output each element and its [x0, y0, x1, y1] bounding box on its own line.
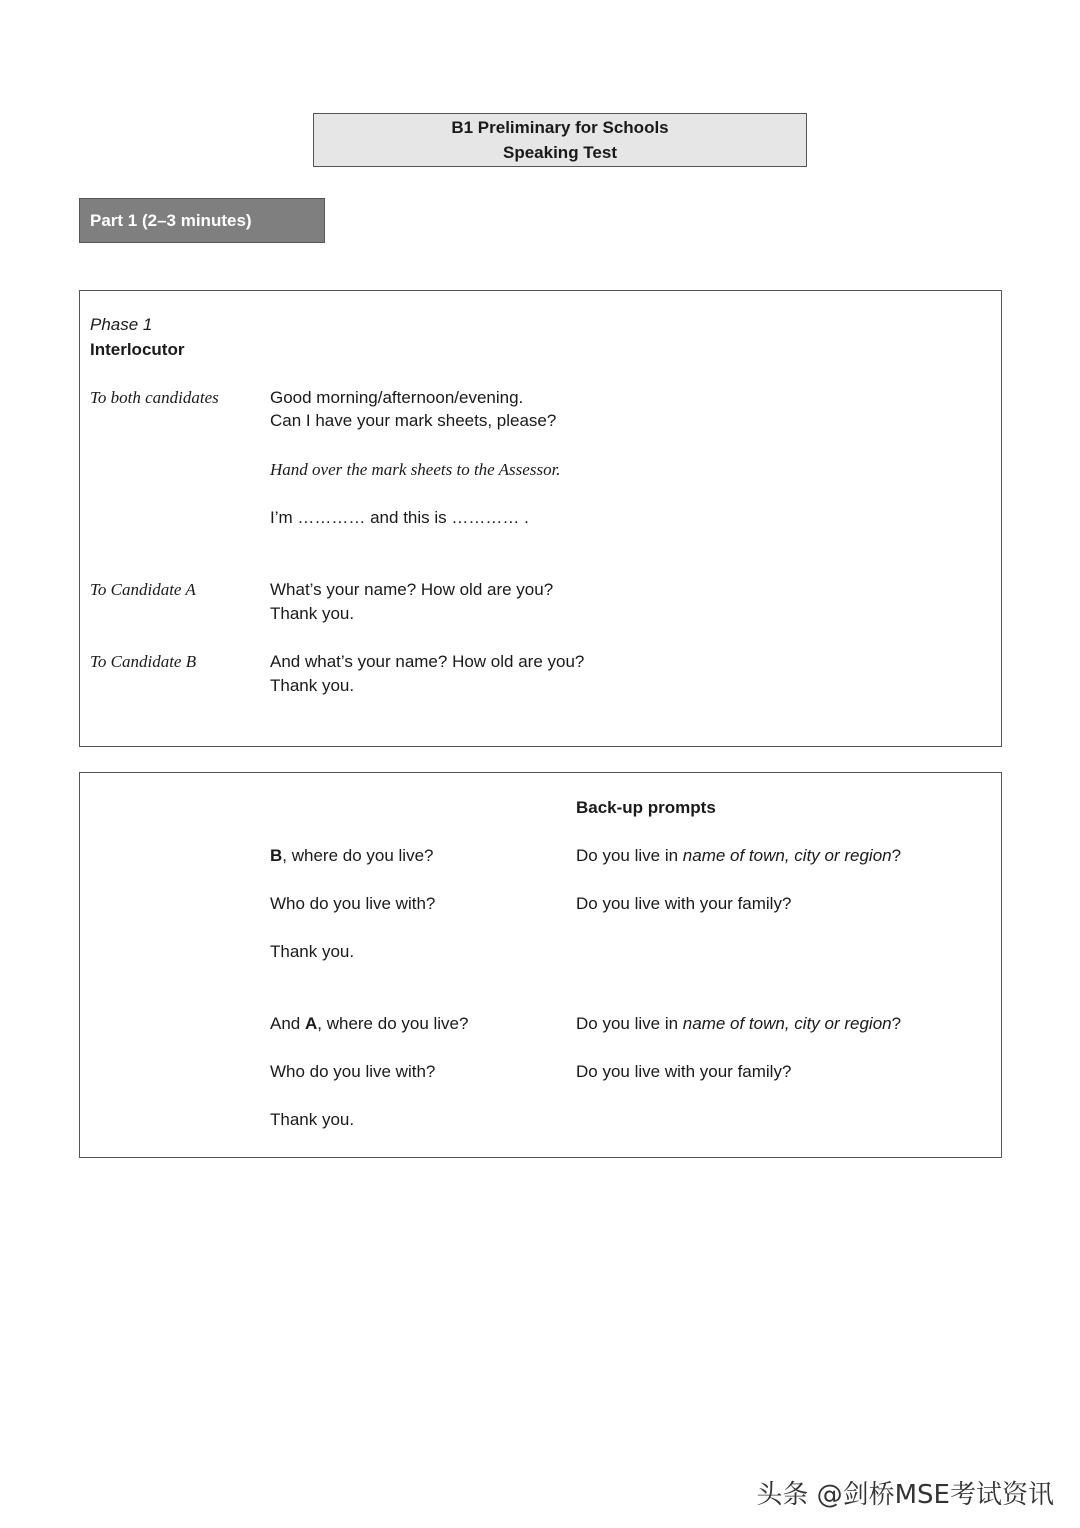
test-title-line1: B1 Preliminary for Schools [451, 118, 669, 137]
candidate-b-question: And what’s your name? How old are you? [270, 652, 585, 671]
a-where-question [270, 1012, 468, 1036]
a-where-rest: , where do you live? [317, 1014, 469, 1033]
b-who-question: Who do you live with? [270, 894, 436, 913]
both-candidates-label: To both candidates [90, 388, 219, 407]
a-pre: And [270, 1014, 305, 1033]
backup-prompts-heading: Back-up prompts [576, 798, 716, 817]
candidate-a-thanks: Thank you. [270, 604, 355, 623]
b-letter: B [270, 846, 283, 865]
backup-1-post: ? [891, 846, 902, 865]
hand-over-instruction: Hand over the mark sheets to the Assessor. [270, 460, 561, 479]
b-where-rest: , where do you live? [282, 846, 434, 865]
backup-prompt-2: Do you live with your family? [576, 894, 792, 913]
candidate-a-question: What’s your name? How old are you? [270, 580, 554, 599]
part-label: Part 1 (2–3 minutes) [90, 210, 252, 230]
part-label-box [79, 198, 325, 243]
b-thanks: Thank you. [270, 942, 355, 961]
backup-3-post: ? [891, 1014, 902, 1033]
b-where-question [270, 844, 433, 868]
backup-1-pre: Do you live in [576, 846, 683, 865]
greeting-line: Good morning/afternoon/evening. [270, 388, 524, 407]
test-title-box [313, 113, 807, 167]
test-title-line2: Speaking Test [503, 143, 617, 162]
backup-3-italic: name of town, city or region [682, 1014, 892, 1033]
candidate-b-thanks: Thank you. [270, 676, 355, 695]
backup-prompt-1 [576, 844, 901, 868]
interlocutor-label: Interlocutor [90, 340, 185, 359]
phase-label: Phase 1 [90, 315, 153, 334]
phase2-panel [79, 772, 1002, 1158]
introduction-line: I’m ………… and this is ………… . [270, 508, 529, 527]
a-who-question: Who do you live with? [270, 1062, 436, 1081]
a-letter: A [304, 1014, 318, 1033]
phase1-panel [79, 290, 1002, 747]
candidate-a-label: To Candidate A [90, 580, 196, 599]
mark-sheets-line: Can I have your mark sheets, please? [270, 411, 557, 430]
a-thanks: Thank you. [270, 1110, 355, 1129]
backup-prompt-4: Do you live with your family? [576, 1062, 792, 1081]
candidate-b-label: To Candidate B [90, 652, 197, 671]
watermark: 头条 @剑桥MSE考试资讯 [756, 1480, 1054, 1510]
backup-1-italic: name of town, city or region [682, 846, 892, 865]
backup-prompt-3 [576, 1012, 901, 1036]
backup-3-pre: Do you live in [576, 1014, 683, 1033]
